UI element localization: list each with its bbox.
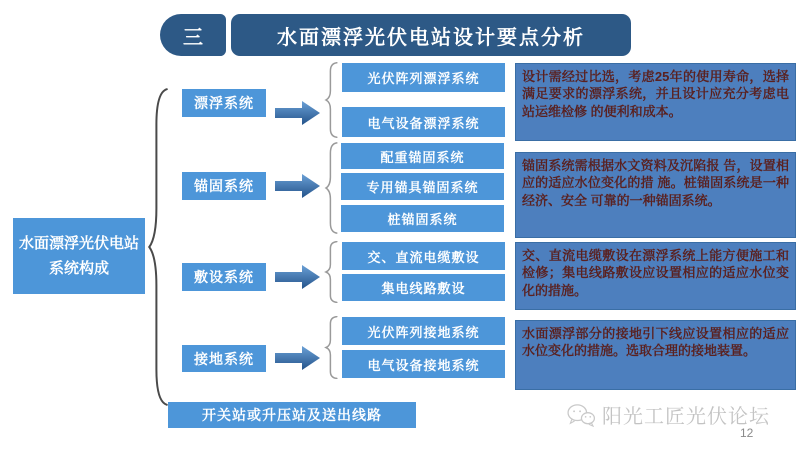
right-arrow-icon	[274, 345, 322, 371]
page-title: 水面漂浮光伏电站设计要点分析	[231, 14, 631, 56]
branch-node-floating: 漂浮系统	[182, 89, 266, 117]
note-anchoring: 锚固系统需根据水文资料及沉陷报 告，设置相应的适应水位变化的措 施。桩锚固系统是一种经济、安全 可靠的一种锚固系统。	[515, 152, 796, 238]
right-arrow-icon	[274, 100, 322, 126]
leaf-node: 集电线路敷设	[342, 274, 505, 301]
section-number-badge: 三	[160, 14, 226, 56]
page-number: 12	[740, 426, 754, 440]
branch-node-grounding: 接地系统	[182, 345, 266, 372]
right-arrow-icon	[274, 264, 322, 290]
branch-node-cabling: 敷设系统	[182, 263, 266, 291]
note-grounding: 水面漂浮部分的接地引下线应设置相应的适应水位变化的措施。选取合理的接地装置。	[515, 320, 796, 390]
leaf-node: 光伏阵列接地系统	[342, 317, 505, 345]
leaf-node: 专用锚具锚固系统	[341, 173, 504, 200]
note-cabling: 交、直流电缆敷设在漂浮系统上能方便施工和检修；集电线路敷设应设置相应的适应水位变化的措施。	[515, 242, 796, 310]
root-node: 水面漂浮光伏电站系统构成	[13, 218, 145, 294]
small-brace-2	[324, 142, 340, 234]
watermark	[566, 400, 770, 429]
leaf-node: 配重锚固系统	[341, 143, 504, 169]
right-arrow-icon	[274, 173, 322, 199]
small-brace-4	[324, 316, 340, 379]
branch-node-anchoring: 锚固系统	[182, 172, 266, 200]
leaf-node: 交、直流电缆敷设	[342, 242, 505, 270]
leaf-node: 光伏阵列漂浮系统	[342, 63, 505, 92]
watermark-text: 阳光工匠光伏论坛	[602, 406, 770, 428]
bottom-node-switch-station: 开关站或升压站及送出线路	[168, 402, 416, 428]
small-brace-3	[324, 241, 340, 303]
big-brace	[146, 86, 172, 408]
note-floating: 设计需经过比选，考虑25年的使用寿命，选择满足要求的漂浮系统，并且设计应充分考虑电站运维检修 的便利和成本。	[515, 63, 796, 141]
leaf-node: 电气设备接地系统	[342, 350, 505, 378]
small-brace-1	[324, 62, 340, 138]
leaf-node: 桩锚固系统	[341, 205, 504, 232]
leaf-node: 电气设备漂浮系统	[342, 107, 505, 137]
wechat-icon	[566, 403, 596, 427]
